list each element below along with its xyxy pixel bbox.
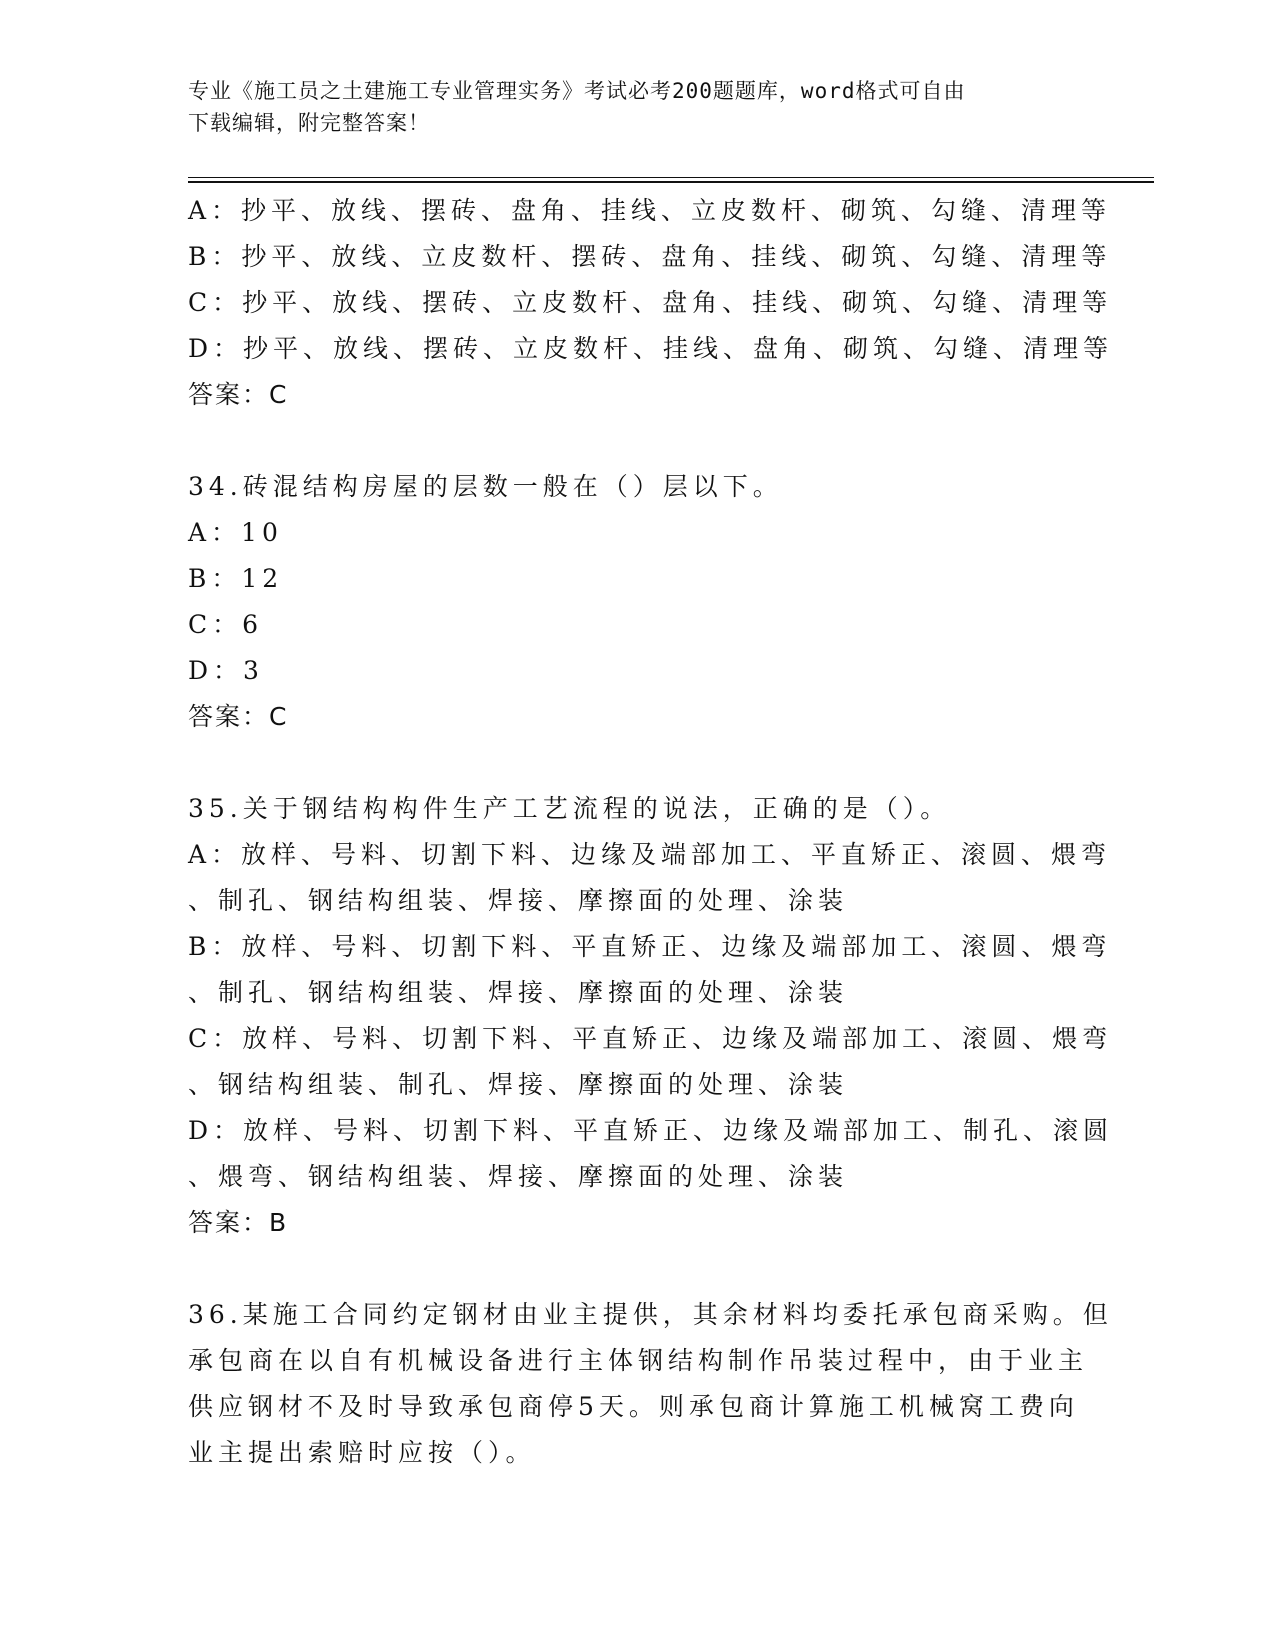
- option-c: C：6: [188, 610, 264, 639]
- option-b: B：12: [188, 564, 284, 593]
- option-b: B：抄平、放线、立皮数杆、摆砖、盘角、挂线、砌筑、勾缝、清理等: [188, 242, 1112, 271]
- document-header: [188, 75, 1088, 139]
- option-d-line-1: D：放样、号料、切割下料、平直矫正、边缘及端部加工、制孔、滚圆: [188, 1116, 1114, 1145]
- option-b-line-2: 、制孔、钢结构组装、焊接、摩擦面的处理、涂装: [188, 978, 849, 1007]
- option-d: D：3: [188, 656, 264, 685]
- answer: 答案：C: [188, 702, 289, 731]
- header-line-2: 下载编辑，附完整答案！: [188, 111, 430, 135]
- header-divider-thin: [188, 177, 1154, 178]
- header-divider-thick: [188, 181, 1154, 183]
- option-a: A：抄平、放线、摆砖、盘角、挂线、立皮数杆、砌筑、勾缝、清理等: [188, 196, 1112, 225]
- option-a-line-1: A：放样、号料、切割下料、边缘及端部加工、平直矫正、滚圆、煨弯: [188, 840, 1112, 869]
- question-33: [188, 188, 1114, 418]
- option-d-line-2: 、煨弯、钢结构组装、焊接、摩擦面的处理、涂装: [188, 1162, 849, 1191]
- option-c: C：抄平、放线、摆砖、立皮数杆、盘角、挂线、砌筑、勾缝、清理等: [188, 288, 1113, 317]
- option-c-line-2: 、钢结构组装、制孔、焊接、摩擦面的处理、涂装: [188, 1070, 849, 1099]
- answer: 答案：B: [188, 1208, 289, 1237]
- option-b-line-1: B：放样、号料、切割下料、平直矫正、边缘及端部加工、滚圆、煨弯: [188, 932, 1112, 961]
- question-35: [188, 786, 1114, 1246]
- option-a-line-2: 、制孔、钢结构组装、焊接、摩擦面的处理、涂装: [188, 886, 849, 915]
- question-34: [188, 464, 1088, 740]
- question-list: [188, 188, 1114, 1476]
- header-line-1: 专业《施工员之土建施工专业管理实务》考试必考200题题库，word格式可自由: [188, 79, 966, 103]
- spacer: [188, 740, 1088, 786]
- question-36: [188, 1292, 1113, 1476]
- option-a: A：10: [188, 518, 283, 547]
- spacer: [188, 418, 1088, 464]
- question-text: 35.关于钢结构构件生产工艺流程的说法，正确的是（）。: [188, 794, 951, 823]
- question-text-line-1: 36.某施工合同约定钢材由业主提供，其余材料均委托承包商采购。但: [188, 1300, 1113, 1329]
- spacer: [188, 1246, 1088, 1292]
- option-c-line-1: C：放样、号料、切割下料、平直矫正、边缘及端部加工、滚圆、煨弯: [188, 1024, 1113, 1053]
- question-text: 34.砖混结构房屋的层数一般在（）层以下。: [188, 472, 783, 501]
- option-d: D：抄平、放线、摆砖、立皮数杆、挂线、盘角、砌筑、勾缝、清理等: [188, 334, 1114, 363]
- answer: 答案：C: [188, 380, 289, 409]
- question-text-line-4: 业主提出索赔时应按（）。: [188, 1438, 536, 1467]
- question-text-line-2: 承包商在以自有机械设备进行主体钢结构制作吊装过程中，由于业主: [188, 1346, 1089, 1375]
- question-text-line-3: 供应钢材不及时导致承包商停5天。则承包商计算施工机械窝工费向: [188, 1392, 1079, 1421]
